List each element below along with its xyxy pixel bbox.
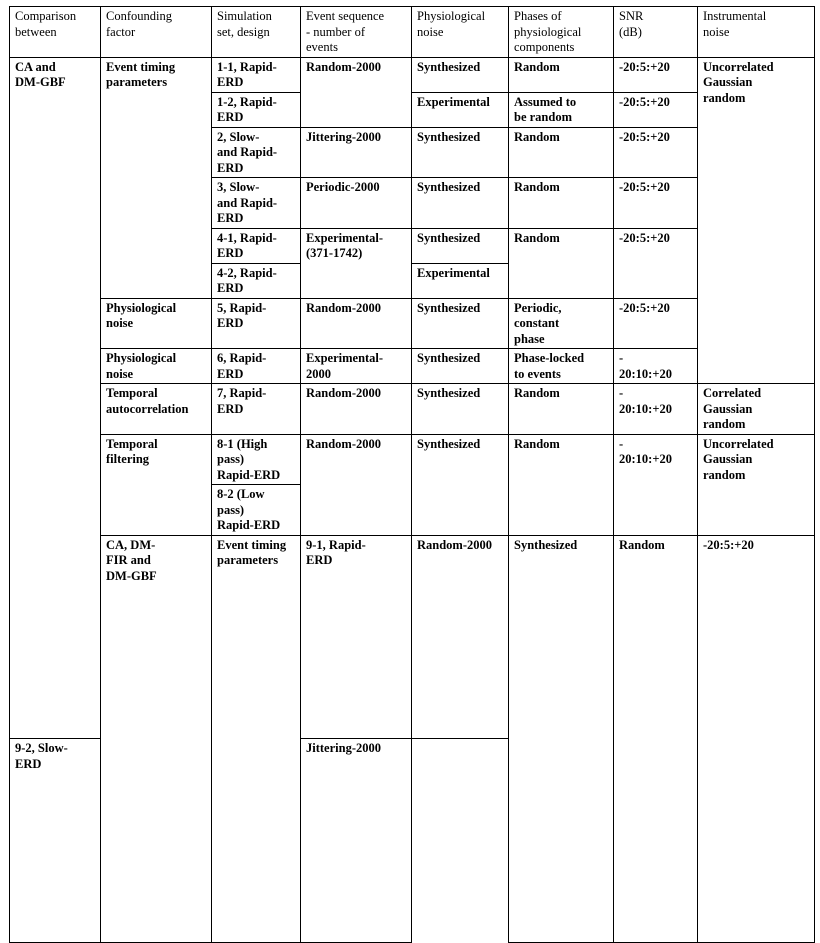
instrumental-noise-cell: Uncorrelated Gaussian random xyxy=(698,434,815,535)
header-simulation-set: Simulation set, design xyxy=(212,7,301,58)
table-row xyxy=(10,298,815,349)
header-phases: Phases of physiological components xyxy=(509,7,614,58)
simulation-set-cell: 8-1 (High pass) Rapid-ERD xyxy=(212,434,301,485)
table-row xyxy=(10,349,815,384)
event-sequence-cell: Random-2000 xyxy=(301,384,412,435)
physiological-noise-cell: Synthesized xyxy=(412,384,509,435)
snr-cell: -20:5:+20 xyxy=(614,127,698,178)
physiological-noise-cell: Synthesized xyxy=(412,178,509,229)
phases-cell: Random xyxy=(509,178,614,229)
simulation-set-cell: 9-1, Rapid- ERD xyxy=(301,535,412,739)
snr-cell: -20:5:+20 xyxy=(614,92,698,127)
header-comparison: Comparison between xyxy=(10,7,101,58)
confounding-factor-cell: Physiological noise xyxy=(101,298,212,349)
event-sequence-cell: Experimental- 2000 xyxy=(301,349,412,384)
phases-cell: Periodic, constant phase xyxy=(509,298,614,349)
confounding-factor-cell: Event timing parameters xyxy=(101,57,212,298)
event-sequence-cell: Jittering-2000 xyxy=(301,127,412,178)
simulation-set-cell: 1-1, Rapid- ERD xyxy=(212,57,301,92)
snr-cell: -20:5:+20 xyxy=(614,57,698,92)
simulation-set-cell: 4-1, Rapid- ERD xyxy=(212,228,301,263)
simulation-set-cell: 6, Rapid- ERD xyxy=(212,349,301,384)
physiological-noise-cell: Experimental xyxy=(412,263,509,298)
physiological-noise-cell: Synthesized xyxy=(412,434,509,535)
snr-cell: - 20:10:+20 xyxy=(614,349,698,384)
header-physiological-noise: Physiological noise xyxy=(412,7,509,58)
snr-cell: -20:5:+20 xyxy=(614,298,698,349)
physiological-noise-cell: Synthesized xyxy=(412,228,509,263)
table-row xyxy=(10,535,815,739)
simulation-set-cell: 5, Rapid- ERD xyxy=(212,298,301,349)
confounding-factor-cell: Physiological noise xyxy=(101,349,212,384)
instrumental-noise-cell: Uncorrelated Gaussian random xyxy=(698,57,815,384)
confounding-factor-cell: Event timing parameters xyxy=(212,535,301,942)
phases-cell: Random xyxy=(509,384,614,435)
event-sequence-cell: Jittering-2000 xyxy=(301,739,412,943)
header-event-sequence: Event sequence - number of events xyxy=(301,7,412,58)
header-row xyxy=(10,7,815,58)
physiological-noise-cell: Synthesized xyxy=(412,127,509,178)
simulation-set-cell: 3, Slow- and Rapid- ERD xyxy=(212,178,301,229)
snr-cell: - 20:10:+20 xyxy=(614,434,698,535)
physiological-noise-cell: Synthesized xyxy=(412,57,509,92)
table-row xyxy=(10,57,815,92)
phases-cell: Random xyxy=(509,57,614,92)
snr-cell: -20:5:+20 xyxy=(614,228,698,298)
snr-cell: -20:5:+20 xyxy=(614,178,698,229)
event-sequence-cell: Random-2000 xyxy=(412,535,509,739)
phases-cell: Random xyxy=(509,434,614,535)
snr-cell: -20:5:+20 xyxy=(698,535,815,942)
simulation-set-cell: 9-2, Slow- ERD xyxy=(10,739,101,943)
phases-cell: Phase-locked to events xyxy=(509,349,614,384)
header-instrumental-noise: Instrumental noise xyxy=(698,7,815,58)
simulation-design-table xyxy=(9,6,815,943)
phases-cell: Random xyxy=(509,127,614,178)
simulation-set-cell: 8-2 (Low pass) Rapid-ERD xyxy=(212,485,301,536)
physiological-noise-cell: Experimental xyxy=(412,92,509,127)
comparison-cell: CA and DM-GBF xyxy=(10,57,101,739)
table-row xyxy=(10,384,815,435)
simulation-set-cell: 1-2, Rapid- ERD xyxy=(212,92,301,127)
physiological-noise-cell: Synthesized xyxy=(412,298,509,349)
comparison-cell: CA, DM- FIR and DM-GBF xyxy=(101,535,212,942)
confounding-factor-cell: Temporal filtering xyxy=(101,434,212,535)
event-sequence-cell: Periodic-2000 xyxy=(301,178,412,229)
phases-cell: Random xyxy=(614,535,698,942)
physiological-noise-cell: Synthesized xyxy=(412,349,509,384)
physiological-noise-cell: Synthesized xyxy=(509,535,614,942)
event-sequence-cell: Random-2000 xyxy=(301,434,412,535)
phases-cell: Random xyxy=(509,228,614,298)
simulation-set-cell: 7, Rapid- ERD xyxy=(212,384,301,435)
table-row xyxy=(10,434,815,485)
header-confounding-factor: Confounding factor xyxy=(101,7,212,58)
simulation-set-cell: 2, Slow- and Rapid- ERD xyxy=(212,127,301,178)
simulation-set-cell: 4-2, Rapid- ERD xyxy=(212,263,301,298)
instrumental-noise-cell: Correlated Gaussian random xyxy=(698,384,815,435)
confounding-factor-cell: Temporal autocorrelation xyxy=(101,384,212,435)
event-sequence-cell: Random-2000 xyxy=(301,298,412,349)
event-sequence-cell: Random-2000 xyxy=(301,57,412,127)
phases-cell: Assumed to be random xyxy=(509,92,614,127)
header-snr: SNR (dB) xyxy=(614,7,698,58)
snr-cell: - 20:10:+20 xyxy=(614,384,698,435)
event-sequence-cell: Experimental- (371-1742) xyxy=(301,228,412,298)
